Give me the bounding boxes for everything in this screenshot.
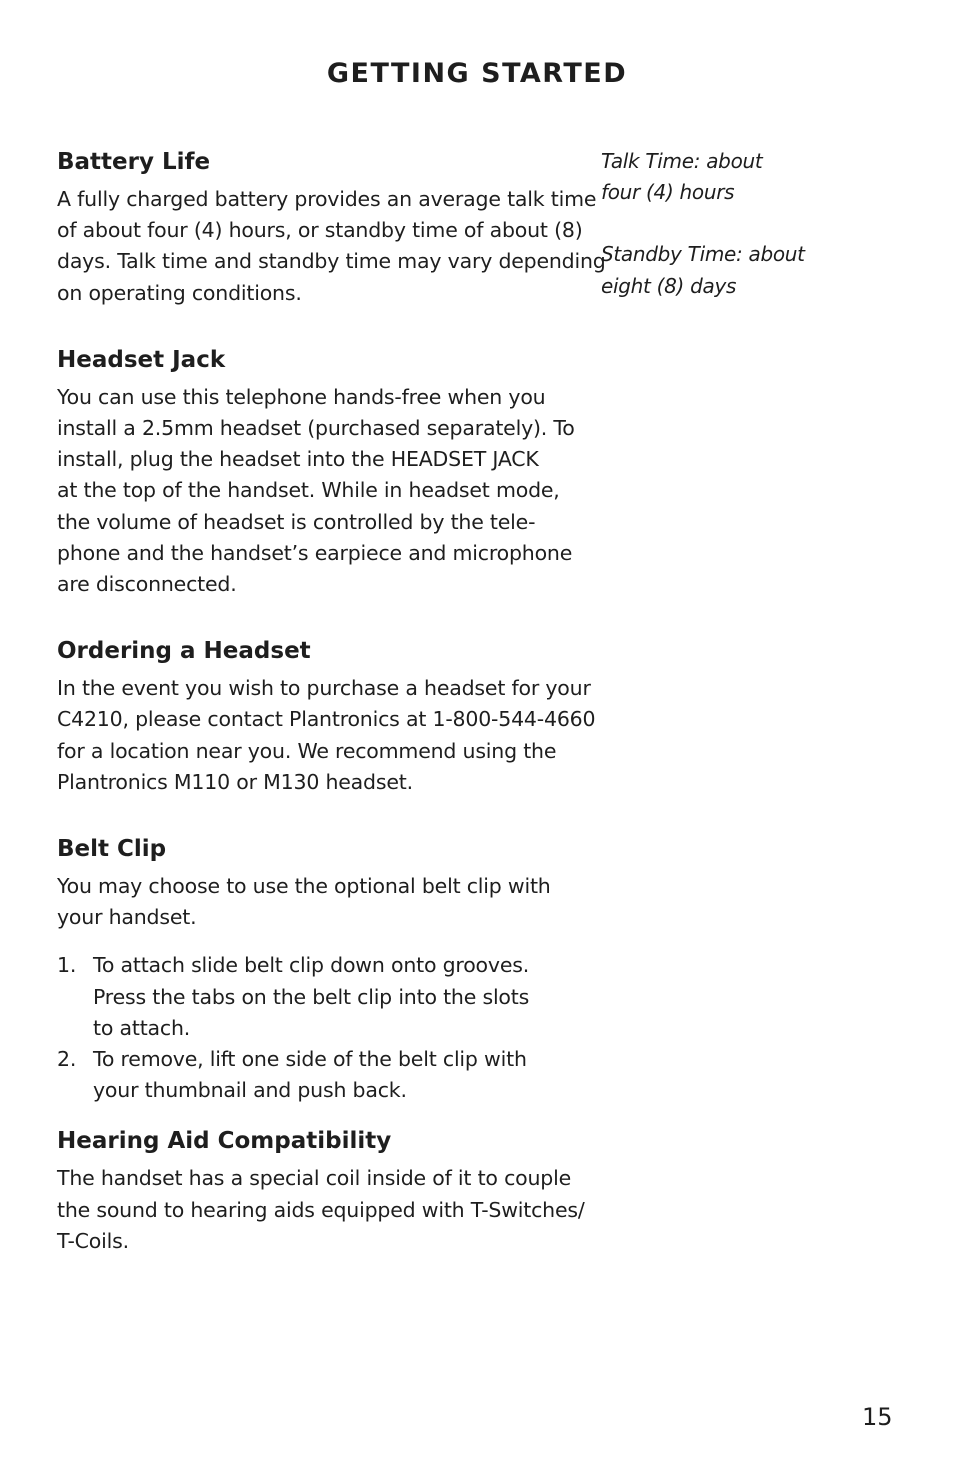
text-line: days. Talk time and standby time may vary depending (57, 249, 606, 274)
text-line: of about four (4) hours, or standby time of about (8) (57, 218, 583, 243)
text-line: You may choose to use the optional belt clip with (57, 874, 551, 899)
text-line: In the event you wish to purchase a headset for your (57, 676, 591, 701)
list-item (57, 950, 597, 1044)
text-line: your thumbnail and push back. (93, 1078, 407, 1103)
sidebar-notes (601, 146, 901, 302)
section-body (57, 1163, 597, 1257)
text-line: the volume of headset is controlled by the tele- (57, 509, 536, 534)
text-line: on operating conditions. (57, 280, 302, 305)
text-line: your handset. (57, 905, 197, 930)
section-ordering-headset (57, 634, 597, 798)
text-line: A fully charged battery provides an average talk time (57, 187, 597, 211)
section-body (57, 673, 597, 798)
talk-time-note: four (4) hours (601, 180, 735, 205)
section-body (57, 871, 597, 933)
text-line: C4210, please contact Plantronics at 1-800-544-4660 (57, 707, 596, 732)
text-line: T-Coils. (57, 1228, 129, 1253)
section-headset-jack (57, 343, 597, 600)
section-heading: Headset Jack (57, 346, 226, 373)
text-line: to attach. (93, 1015, 191, 1040)
list-item (57, 1044, 597, 1106)
standby-time-note: Standby Time: about (601, 242, 805, 267)
standby-time-note: eight (8) days (601, 273, 737, 298)
spacer (601, 208, 901, 239)
section-body (57, 382, 597, 600)
talk-time-note: Talk Time: about (601, 149, 763, 173)
belt-clip-steps (57, 950, 597, 1106)
text-line: You can use this telephone hands-free when you (57, 384, 546, 409)
text-line: at the top of the handset. While in headset mode, (57, 478, 560, 503)
section-heading: Battery Life (57, 149, 211, 175)
main-content (57, 145, 606, 1291)
page-title: GETTING STARTED (326, 58, 628, 89)
text-line: phone and the handset’s earpiece and microphone (57, 540, 573, 565)
text-line: Press the tabs on the belt clip into the slots (93, 984, 530, 1009)
section-heading: Hearing Aid Compatibility (57, 1128, 392, 1155)
section-belt-clip (57, 832, 597, 1106)
text-line: are disconnected. (57, 572, 237, 597)
section-battery-life (57, 145, 606, 309)
text-line: To remove, lift one side of the belt clip with (93, 1047, 527, 1072)
section-heading: Ordering a Headset (57, 638, 311, 665)
step-number: 1. (57, 953, 77, 978)
text-line: the sound to hearing aids equipped with T-Switches/ (57, 1197, 585, 1222)
text-line: for a location near you. We recommend using the (57, 738, 557, 763)
text-line: Plantronics M110 or M130 headset. (57, 769, 413, 794)
section-heading: Belt Clip (57, 836, 167, 863)
text-line: install a 2.5mm headset (purchased separately). To (57, 416, 575, 441)
text-line: The handset has a special coil inside of it to couple (57, 1166, 572, 1191)
section-hearing-aid (57, 1124, 597, 1257)
step-number: 2. (57, 1047, 77, 1072)
section-body (57, 184, 606, 309)
text-line: install, plug the headset into the HEADSET JACK (57, 447, 539, 472)
text-line: To attach slide belt clip down onto grooves. (93, 953, 530, 978)
page-number: 15 (862, 1403, 893, 1431)
